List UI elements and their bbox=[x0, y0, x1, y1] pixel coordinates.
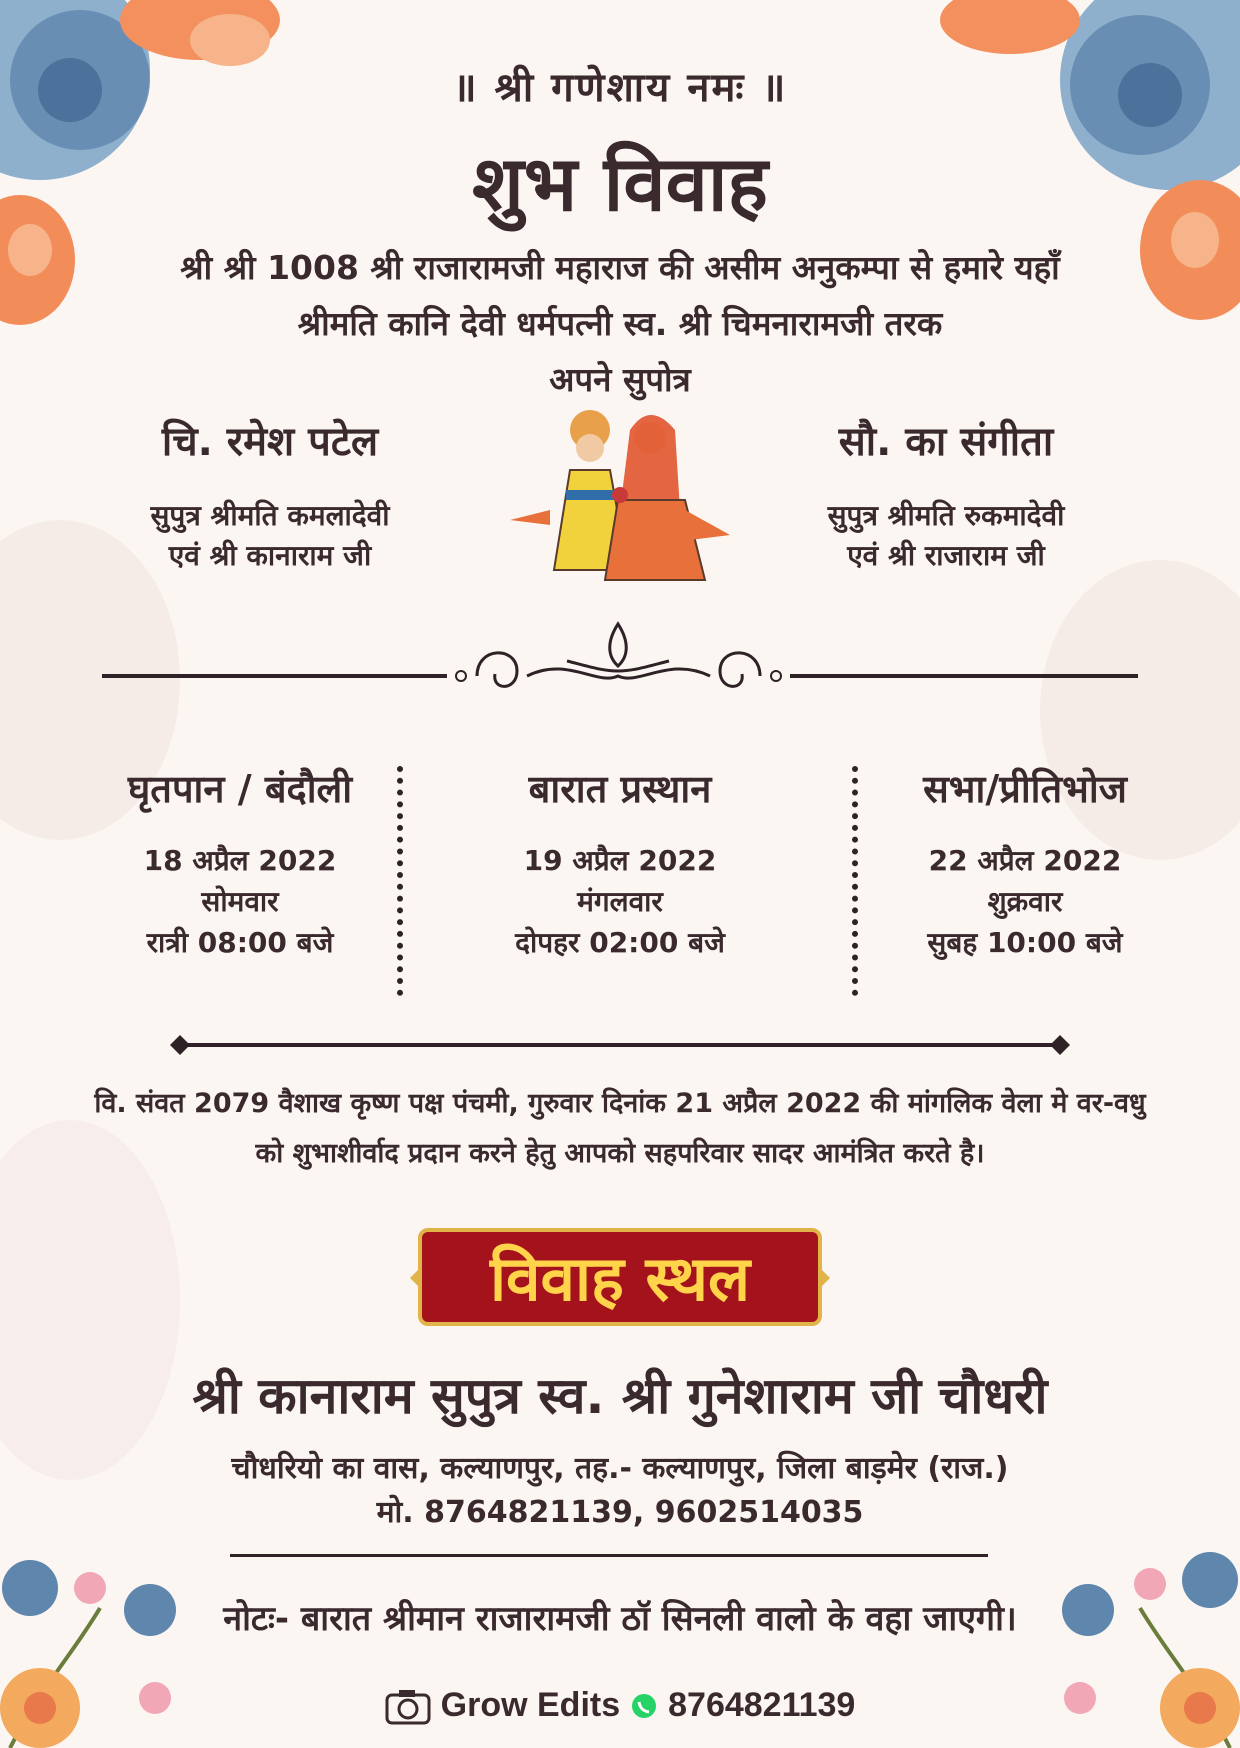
intro-line-1: श्री श्री 1008 श्री राजारामजी महाराज की असीम अनुकम्पा से हमारे यहाँ bbox=[180, 248, 1060, 287]
event-day: सोमवार bbox=[201, 885, 279, 918]
bride-parents-line-1: सुपुत्र श्रीमति रुकमादेवी bbox=[827, 499, 1065, 532]
intro-line-2: श्रीमति कानि देवी धर्मपत्नी स्व. श्री चिमनारामजी तरक bbox=[297, 304, 943, 343]
invitation-text-line-2: को शुभाशीर्वाद प्रदान करने हेतु आपको सहपरिवार सादर आमंत्रित करते है। bbox=[255, 1138, 985, 1169]
footer-branding bbox=[0, 1686, 1240, 1725]
groom-name: चि. रमेश पटेल bbox=[161, 419, 379, 465]
event-date: 18 अप्रैल 2022 bbox=[143, 844, 337, 877]
bride-parents-line-2: एवं श्री राजाराम जी bbox=[847, 539, 1045, 572]
event-title: बारात प्रस्थान bbox=[528, 767, 712, 811]
whatsapp-icon bbox=[630, 1692, 658, 1720]
venue-divider bbox=[230, 1554, 988, 1557]
ornament-divider-icon bbox=[447, 616, 790, 706]
venue-host-name: श्री कानाराम सुपुत्र स्व. श्री गुनेशाराम जी चौधरी bbox=[192, 1367, 1048, 1425]
camera-icon bbox=[385, 1687, 431, 1725]
event-time: दोपहर 02:00 बजे bbox=[515, 926, 725, 959]
groom-parents-line-2: एवं श्री कानाराम जी bbox=[168, 539, 372, 572]
event-day: मंगलवार bbox=[577, 885, 663, 918]
dotted-separator bbox=[397, 766, 403, 996]
page-title: शुभ विवाह bbox=[472, 139, 768, 228]
note-text: नोटः- बारात श्रीमान राजारामजी ठॉ सिनली वालो के वहा जाएगी। bbox=[223, 1599, 1017, 1639]
divider-line-right bbox=[790, 674, 1138, 678]
footer-phone: 8764821139 bbox=[668, 1686, 856, 1724]
venue-address: चौधरियो का वास, कल्याणपुर, तह.- कल्याणपुर, जिला बाड़मेर (राज.) bbox=[231, 1451, 1009, 1486]
venue-banner: विवाह स्थल bbox=[418, 1228, 822, 1326]
venue-phone: मो. 8764821139, 9602514035 bbox=[376, 1495, 864, 1530]
event-sabha-preetibhoj bbox=[845, 762, 1205, 963]
event-title: घृतपान / बंदौली bbox=[127, 767, 353, 811]
ganesh-invocation: ॥ श्री गणेशाय नमः ॥ bbox=[452, 65, 788, 111]
event-time: सुबह 10:00 बजे bbox=[927, 926, 1123, 959]
invitation-text-line-1: वि. संवत 2079 वैशाख कृष्ण पक्ष पंचमी, गुरुवार दिनांक 21 अप्रैल 2022 की मांगलिक वेला मे वर-वधु bbox=[94, 1088, 1146, 1119]
wedding-couple-illustration bbox=[510, 400, 730, 600]
diamond-divider bbox=[170, 1034, 1070, 1056]
event-time: रात्री 08:00 बजे bbox=[146, 926, 334, 959]
event-date: 22 अप्रैल 2022 bbox=[928, 844, 1122, 877]
footer-brand: Grow Edits bbox=[440, 1686, 621, 1724]
event-date: 19 अप्रैल 2022 bbox=[523, 844, 717, 877]
bride-name: सौ. का संगीता bbox=[838, 419, 1054, 465]
groom-parents-line-1: सुपुत्र श्रीमति कमलादेवी bbox=[150, 499, 390, 532]
event-ghritpan bbox=[60, 762, 420, 963]
intro-line-3: अपने सुपोत्र bbox=[549, 360, 691, 399]
divider-line-left bbox=[102, 674, 447, 678]
event-title: सभा/प्रीतिभोज bbox=[923, 767, 1127, 811]
event-barat-prasthan bbox=[440, 762, 800, 963]
event-day: शुक्रवार bbox=[987, 885, 1063, 918]
